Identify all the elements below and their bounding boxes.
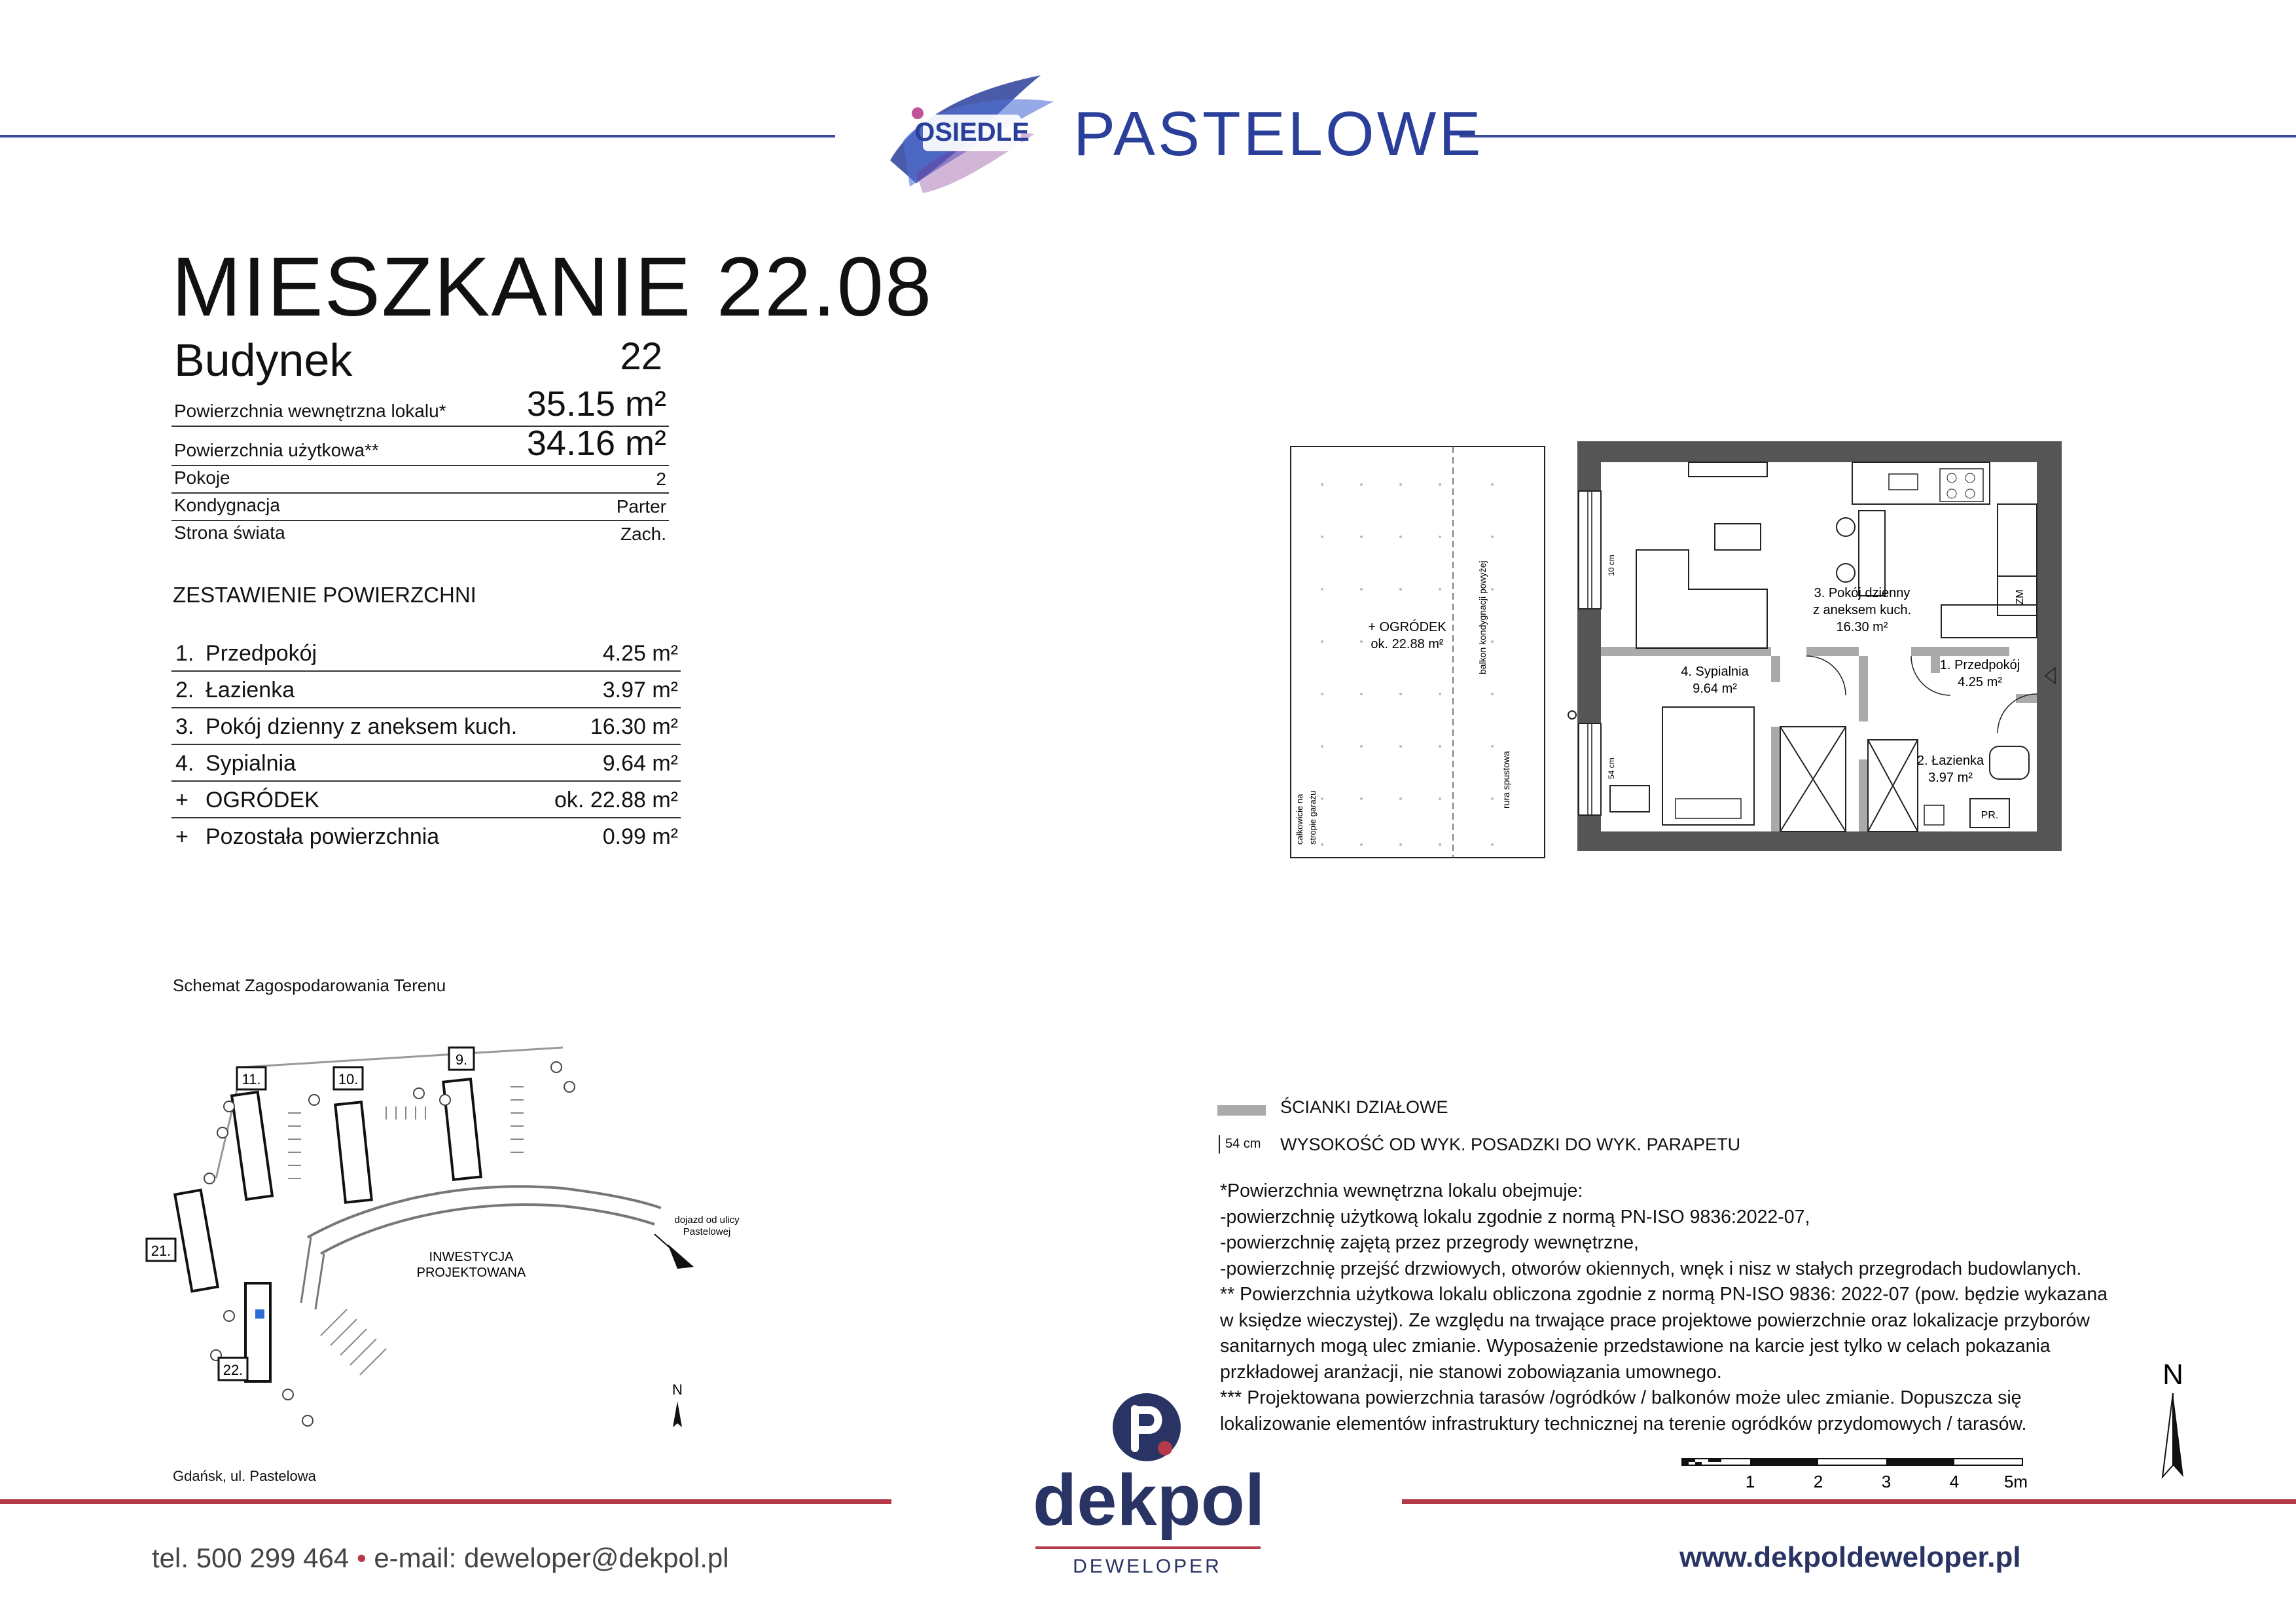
- footer-line-right: [1402, 1499, 2296, 1504]
- legend-walls: ŚCIANKI DZIAŁOWE: [1280, 1097, 1448, 1117]
- summary-row-area: 16.30 m²: [590, 714, 678, 739]
- building-label: Budynek: [174, 335, 353, 386]
- inner-area-value: 35.15 m²: [526, 384, 666, 424]
- note-line: -powierzchnię przejść drzwiowych, otworów okiennych, wnęk i nisz w stałych przegrodach budowlanych.: [1220, 1258, 2082, 1279]
- footer-website[interactable]: www.dekpoldeweloper.pl: [1679, 1541, 2021, 1573]
- summary-row-name: Pokój dzienny z aneksem kuch.: [206, 714, 518, 739]
- footer-phone: tel. 500 299 464: [152, 1542, 350, 1573]
- note-line: lokalizowanie elementów infrastruktury technicznej na terenie ogródków przydomowych / tarasów.: [1220, 1413, 2027, 1434]
- building-tag-10: [334, 1067, 363, 1089]
- washer-tag: PR.: [1981, 810, 1999, 821]
- info-row-rooms: [171, 465, 669, 494]
- north-label: N: [2162, 1359, 2183, 1391]
- summary-row-num: 1.: [175, 641, 194, 666]
- site-scheme-city: Gdańsk, ul. Pastelowa: [173, 1468, 316, 1484]
- brand-name: PASTELOWE: [1073, 99, 1484, 169]
- bath-label: 2. Łazienka: [1916, 754, 1984, 768]
- fridge-tag: ZM: [2015, 589, 2026, 605]
- access-arrow-icon: [668, 1244, 694, 1269]
- side-label: Strona świata: [174, 522, 285, 543]
- scale-tick: 1: [1745, 1472, 1755, 1491]
- hall-area: 4.25 m²: [1958, 675, 2002, 689]
- apartment-title: MIESZKANIE 22.08: [171, 240, 933, 334]
- summary-row-area: ok. 22.88 m²: [554, 788, 678, 812]
- summary-row-area: 3.97 m²: [602, 678, 678, 702]
- header-line-right: [1460, 135, 2296, 137]
- svg-text:11.: 11.: [242, 1071, 261, 1087]
- summary-row-num: +: [175, 824, 188, 849]
- site-north-arrow-icon: [673, 1401, 682, 1427]
- summary-row-area: 4.25 m²: [602, 641, 678, 666]
- hall-label: 1. Przedpokój: [1939, 658, 2020, 672]
- dekpol-subtitle: DEWELOPER: [1073, 1556, 1222, 1577]
- floor-label: Kondygnacja: [174, 495, 280, 515]
- note-line: ** Powierzchnia użytkowa lokalu obliczona zgodnie z normą PN-ISO 9836: 2022-07 (pow. będzie wykazana: [1220, 1284, 2108, 1305]
- garage-note-1: całkowicie na: [1295, 793, 1304, 845]
- dekpol-name: dekpol: [1033, 1460, 1265, 1541]
- dekpol-divider: [1035, 1546, 1261, 1549]
- note-line: *Powierzchnia wewnętrzna lokalu obejmuje:: [1220, 1180, 1583, 1201]
- usable-area-value: 34.16 m²: [526, 424, 666, 463]
- summary-row-area: 0.99 m²: [602, 824, 678, 849]
- building-tag-22: [219, 1358, 247, 1380]
- summary-heading: ZESTAWIENIE POWIERZCHNI: [173, 583, 476, 607]
- footer-separator: •: [356, 1542, 367, 1573]
- rooms-value: 2: [656, 469, 666, 489]
- sill-tag-2: 54 cm: [1607, 757, 1616, 779]
- investment-label-2: PROJEKTOWANA: [416, 1266, 526, 1280]
- summary-row-num: 2.: [175, 678, 194, 702]
- summary-row: [171, 634, 681, 672]
- legend-cm: 54 cm: [1225, 1137, 1261, 1151]
- summary-row-num: 4.: [175, 751, 194, 776]
- summary-row-name: Sypialnia: [206, 751, 296, 776]
- dekpol-logo-icon: [1107, 1388, 1186, 1467]
- header-line-left: [0, 135, 835, 137]
- summary-row: [171, 707, 681, 745]
- info-row-building: [171, 334, 669, 386]
- inner-area-label: Powierzchnia wewnętrzna lokalu*: [174, 401, 446, 421]
- sill-height-marker-icon: [1219, 1135, 1220, 1154]
- svg-text:21.: 21.: [151, 1243, 171, 1259]
- svg-text:9.: 9.: [455, 1051, 468, 1068]
- sill-tag-1: 10 cm: [1607, 555, 1616, 576]
- bath-area: 3.97 m²: [1928, 771, 1973, 785]
- note-line: *** Projektowana powierzchnia tarasów /ogródków / balkonów może ulec zmianie. Dopuszcza się: [1220, 1387, 2022, 1408]
- footer-email[interactable]: e-mail: deweloper@dekpol.pl: [374, 1542, 729, 1573]
- investment-label-1: INWESTYCJA: [429, 1250, 514, 1264]
- scale-tick: 4: [1949, 1472, 1960, 1491]
- summary-row-num: 3.: [175, 714, 194, 739]
- site-plan-map: [144, 1028, 772, 1447]
- legend-sill: WYSOKOŚĆ OD WYK. POSADZKI DO WYK. PARAPETU: [1280, 1135, 1741, 1154]
- floor-plan-drawing: [1283, 432, 2068, 864]
- footer-contact: [152, 1542, 729, 1574]
- garden-label: + OGRÓDEK: [1368, 620, 1446, 634]
- summary-row-name: Przedpokój: [206, 641, 317, 666]
- living-area: 16.30 m²: [1836, 620, 1888, 634]
- summary-row: [171, 780, 681, 818]
- note-line: sanitarnych mogą ulec zmianie. Wyposażenie przedstawione na karcie jest tylko w celach pokazania: [1220, 1336, 2051, 1357]
- usable-area-label: Powierzchnia użytkowa**: [174, 440, 379, 460]
- info-row-usable-area: [171, 426, 669, 466]
- osiedle-logo-icon: [877, 62, 1067, 200]
- svg-text:10.: 10.: [338, 1071, 359, 1087]
- north-arrow-icon: [2147, 1355, 2199, 1480]
- building-tag-21: [147, 1239, 175, 1261]
- logo-text: OSIEDLE: [914, 118, 1030, 147]
- floor-value: Parter: [616, 496, 666, 517]
- bedroom-label: 4. Sypialnia: [1681, 665, 1749, 679]
- site-scheme-title: Schemat Zagospodarowania Terenu: [173, 976, 446, 995]
- summary-row: [171, 744, 681, 782]
- summary-row: [171, 817, 681, 854]
- rooms-label: Pokoje: [174, 467, 230, 488]
- downpipe-note: rura spustowa: [1501, 751, 1511, 809]
- note-line: -powierzchnię użytkową lokalu zgodnie z normą PN-ISO 9836:2022-07,: [1220, 1206, 1810, 1228]
- notes: [1220, 1178, 2162, 1437]
- info-row-side: [171, 520, 669, 547]
- access-label-1: dojazd od ulicy: [674, 1214, 740, 1226]
- site-north-label: N: [672, 1381, 683, 1398]
- scale-bar: [1676, 1455, 2029, 1501]
- summary-row: [171, 670, 681, 708]
- info-row-floor: [171, 492, 669, 521]
- summary-row-num: +: [175, 788, 188, 812]
- summary-row-name: Pozostała powierzchnia: [206, 824, 440, 849]
- garden-area: ok. 22.88 m²: [1371, 637, 1444, 651]
- access-label-2: Pastelowej: [683, 1226, 731, 1237]
- partition-wall-swatch: [1217, 1105, 1266, 1116]
- living-label-2: z aneksem kuch.: [1812, 603, 1912, 617]
- balcony-outline-note: balkon kondygnacji powyżej: [1477, 560, 1488, 674]
- scale-tick: 5m: [2003, 1472, 2028, 1491]
- summary-row-name: OGRÓDEK: [206, 788, 319, 812]
- building-tag-9: [449, 1048, 474, 1070]
- svg-text:22.: 22.: [223, 1362, 243, 1378]
- note-line: w księdze wieczystej). Ze względu na trwające prace projektowe powierzchnie oraz lokalizacje przyborów: [1220, 1309, 2090, 1331]
- note-line: przkładowej aranżacji, nie stanowi zobowiązania umownego.: [1220, 1361, 1722, 1383]
- building-tag-11: [237, 1067, 266, 1089]
- bedroom-area: 9.64 m²: [1693, 682, 1737, 696]
- summary-row-area: 9.64 m²: [602, 751, 678, 776]
- note-line: -powierzchnię zajętą przez przegrody wewnętrzne,: [1220, 1232, 1639, 1253]
- building-value: 22: [620, 335, 662, 378]
- footer-line-left: [0, 1499, 891, 1504]
- scale-tick: 2: [1813, 1472, 1823, 1491]
- garage-note-2: stropie garażu: [1308, 790, 1318, 845]
- summary-row-name: Łazienka: [206, 678, 295, 702]
- scale-tick: 3: [1881, 1472, 1892, 1491]
- living-label-1: 3. Pokój dzienny: [1814, 586, 1910, 600]
- side-value: Zach.: [620, 524, 666, 544]
- info-row-inner-area: [171, 386, 669, 427]
